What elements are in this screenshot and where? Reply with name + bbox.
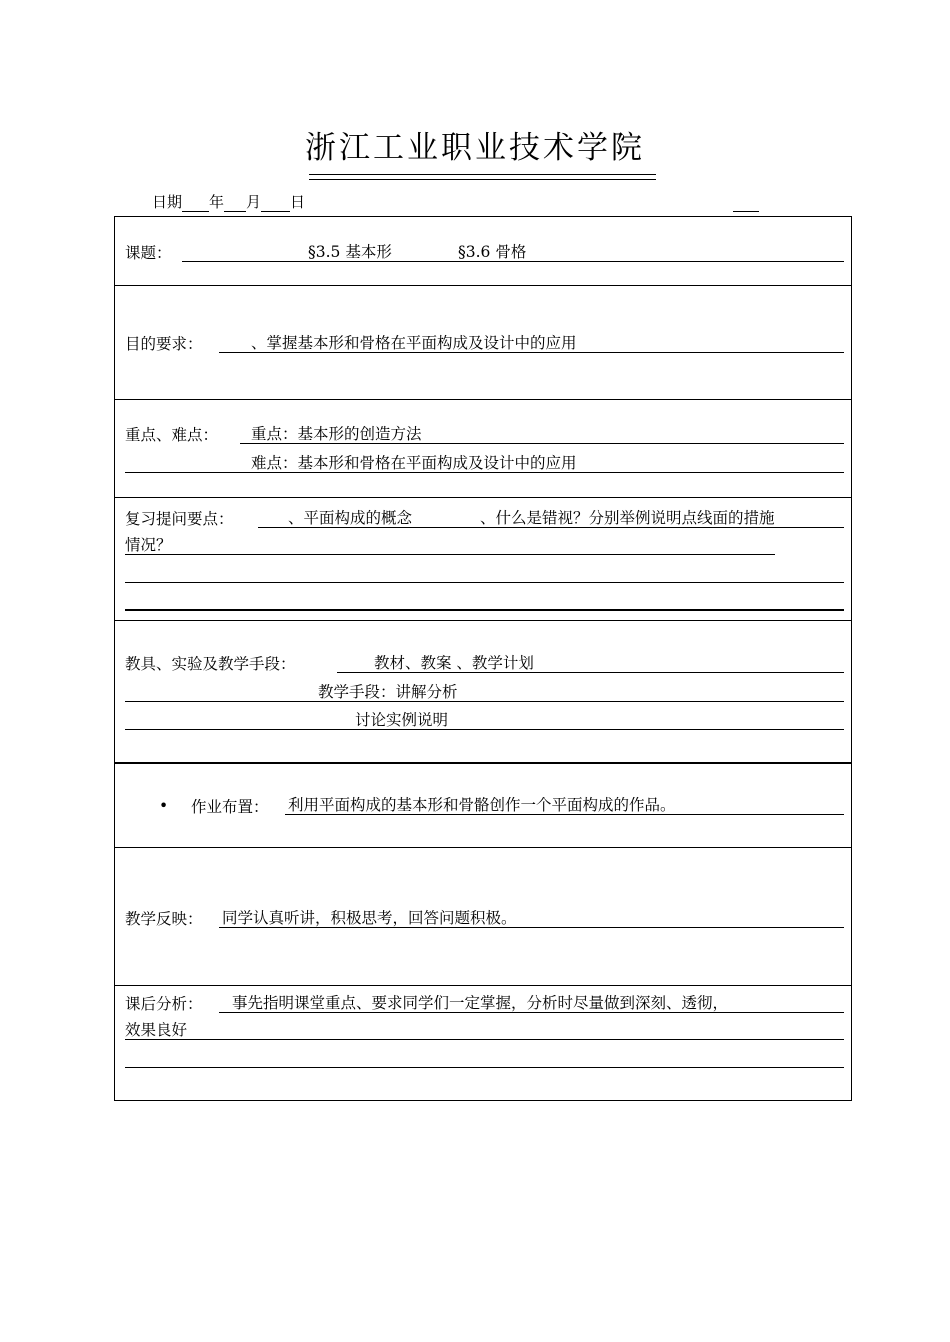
goal-label: 目的要求： [125,335,203,353]
feedback-text: 同学认真听讲，积极思考，回答问题积极。 [222,909,517,927]
tools-method-field[interactable] [125,682,844,702]
date-year-blank[interactable] [182,195,209,212]
review-line-2: 情况？ [125,536,172,554]
date-label: 日期 [152,193,183,211]
tools-method: 教学手段：讲解分析 [318,683,458,701]
date-day-blank[interactable] [261,195,290,212]
row-divider [114,620,852,621]
homework-text: 利用平面构成的基本形和骨骼创作一个平面构成的作品。 [288,796,676,814]
review-item-1: 、平面构成的概念 [288,509,413,527]
page-title: 浙江工业职业技术学院 [305,130,645,166]
goal-text: 、掌握基本形和骨格在平面构成及设计中的应用 [251,334,577,352]
key-label: 重点、难点： [125,426,219,444]
review-blank-line[interactable] [125,609,844,611]
row-divider [114,847,852,848]
tools-label: 教具、实验及教学手段： [125,655,296,673]
row-divider [114,285,852,286]
title-rule-bottom [309,179,656,180]
feedback-label: 教学反映： [125,910,203,928]
row-divider [114,497,852,498]
title-rule-top [309,174,656,175]
date-line [152,192,305,212]
review-label: 复习提问要点： [125,510,234,528]
date-year-label: 年 [209,193,225,211]
review-blank-line[interactable] [125,582,844,583]
topic-label: 课题： [125,244,172,262]
row-divider [114,399,852,400]
analysis-field-line2[interactable] [125,1020,844,1040]
date-day-label: 日 [290,193,306,211]
analysis-blank-line[interactable] [125,1067,844,1068]
topic-part1: §3.5 基本形 [308,243,392,261]
tools-discussion-field[interactable] [125,710,844,730]
topic-part2: §3.6 骨格 [458,243,527,261]
row-divider [114,762,852,764]
tools-items: 教材、教案 、教学计划 [374,654,534,672]
review-field-line2[interactable] [125,535,775,555]
header-blank[interactable] [733,211,759,212]
homework-label: 作业布置： [191,798,269,816]
homework-bullet: • [159,797,169,815]
analysis-label: 课后分析： [125,995,203,1013]
analysis-line-1: 事先指明课堂重点、要求同学们一定掌握，分析时尽量做到深刻、透彻， [232,994,729,1012]
date-month-label: 月 [246,193,262,211]
key-text: 重点：基本形的创造方法 [251,425,422,443]
tools-discussion: 讨论实例说明 [355,711,449,729]
date-month-blank[interactable] [224,195,246,212]
review-item-2: 、什么是错视？分别举例说明点线面的措施 [480,509,775,527]
analysis-line-2: 效果良好 [125,1021,188,1039]
row-divider [114,985,852,986]
difficult-text: 难点：基本形和骨格在平面构成及设计中的应用 [251,454,577,472]
